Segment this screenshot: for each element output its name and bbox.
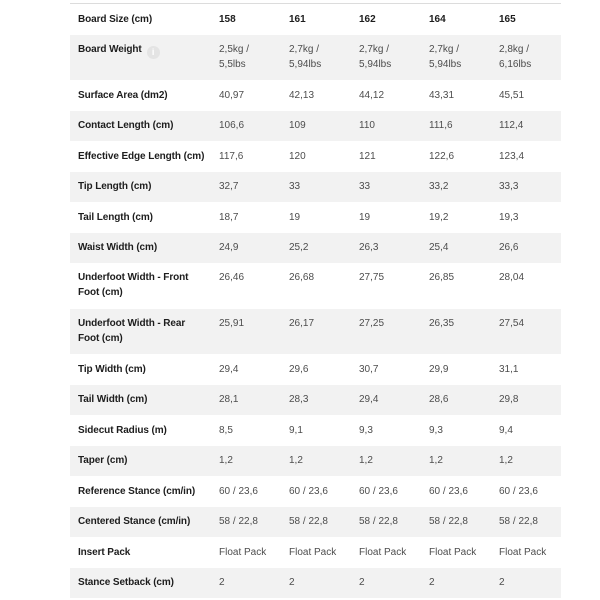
spec-value: 1,2 [499,455,513,467]
spec-row [70,415,561,446]
spec-value: 28,04 [499,272,525,283]
spec-value: 26,6 [499,242,519,254]
spec-value: 9,1 [289,424,303,436]
spec-row-label: Surface Area (dm2) [78,89,168,101]
spec-value: 8,5 [219,424,233,436]
spec-value: 27,54 [499,317,525,329]
spec-row [70,507,561,538]
spec-row [70,202,561,233]
spec-value: 19 [359,211,371,223]
spec-value: 58 / 22,8 [219,516,258,528]
spec-value: 2,8kg / 6,16lbs [499,43,532,70]
spec-row-label: Taper (cm) [78,455,128,467]
spec-value: 33,2 [429,181,449,193]
spec-value: 45,51 [499,89,525,101]
spec-value: 58 / 22,8 [289,516,328,528]
spec-row-label-cell [70,545,211,560]
spec-row [70,309,561,355]
info-icon[interactable]: i [147,46,160,59]
spec-value: 32,7 [219,181,239,193]
spec-row-label: Underfoot Width - Front Foot (cm) [78,272,189,298]
spec-value: 58 / 22,8 [429,516,468,528]
spec-row-label: Reference Stance (cm/in) [78,485,196,497]
spec-row-label-cell [70,309,211,346]
spec-row [70,446,561,477]
spec-value: 26,46 [219,272,245,283]
spec-row-label-cell [70,118,211,133]
spec-value: 110 [359,120,375,132]
spec-value: 40,97 [219,89,245,101]
spec-row-label-cell [70,423,211,438]
spec-header-row [70,4,561,35]
spec-row-label: Tail Width (cm) [78,394,148,406]
spec-row [70,263,561,309]
spec-row [70,537,561,568]
spec-row-label: Board Size (cm) [78,13,153,25]
spec-value: Float Pack [289,546,337,558]
spec-value: 27,25 [359,317,385,329]
spec-value: 158 [219,13,236,25]
spec-row [70,385,561,416]
spec-value: 2 [499,577,505,589]
spec-value: 121 [359,150,376,162]
spec-value: 2,5kg / 5,5lbs [219,43,250,70]
spec-row [70,111,561,142]
spec-value: 29,4 [219,363,239,375]
spec-value: 109 [289,120,306,132]
spec-value: Float Pack [219,546,267,558]
spec-row-label: Board Weight [78,43,142,55]
spec-value: 25,4 [429,242,449,254]
spec-value: 112,4 [499,120,524,132]
spec-value: 28,1 [219,394,239,406]
spec-value: 117,6 [219,150,244,162]
spec-value: 26,85 [429,272,455,283]
spec-value: 2,7kg / 5,94lbs [429,43,462,70]
spec-row-label: Underfoot Width - Rear Foot (cm) [78,317,186,344]
spec-row-label-cell [70,35,211,59]
spec-row-label-cell [70,514,211,529]
spec-row-label-cell [70,392,211,407]
spec-value: 60 / 23,6 [289,485,328,497]
spec-value: 19 [289,211,301,223]
spec-row-label-cell [70,149,211,164]
spec-value: 30,7 [359,363,379,375]
spec-value: 24,9 [219,242,239,254]
spec-row-label-cell [70,484,211,499]
spec-value: 60 / 23,6 [499,485,538,497]
spec-value: 120 [289,150,306,162]
spec-value: 42,13 [289,89,315,101]
spec-value: 33 [289,181,301,193]
spec-value: 2 [219,577,225,589]
spec-value: 33,3 [499,181,519,193]
spec-value: 60 / 23,6 [429,485,468,497]
spec-value: 9,4 [499,424,513,436]
spec-value: 9,3 [359,424,373,436]
spec-row-label-cell [70,362,211,377]
spec-row-label: Stance Setback (cm) [78,577,174,589]
spec-value: 44,12 [359,89,385,101]
spec-row-label-cell [70,240,211,255]
spec-value: 18,7 [219,211,239,223]
spec-value: 28,3 [289,394,309,406]
spec-value: 164 [429,13,446,25]
spec-value: 43,31 [429,89,455,101]
spec-row-label: Insert Pack [78,546,131,558]
spec-value: 29,9 [429,363,449,375]
spec-value: 162 [359,13,376,25]
spec-value: 60 / 23,6 [359,485,398,497]
spec-row-label: Tip Width (cm) [78,363,146,375]
spec-value: 2,7kg / 5,94lbs [289,43,322,70]
spec-value: 26,35 [429,317,455,329]
spec-value: 25,2 [289,242,309,254]
spec-value: 2,7kg / 5,94lbs [359,43,392,70]
spec-value: 19,3 [499,211,519,223]
spec-value: 9,3 [429,424,443,436]
spec-value: 26,68 [289,272,315,283]
spec-row-label-cell [70,263,211,300]
spec-value: 28,6 [429,394,449,406]
spec-value: 111,6 [429,120,453,132]
spec-value: 29,4 [359,394,379,406]
spec-value: 60 / 23,6 [219,485,258,497]
spec-value: 2 [289,577,295,589]
spec-value: 1,2 [359,455,373,467]
spec-row-label-cell [70,88,211,103]
spec-value: 2 [359,577,365,589]
spec-value: 25,91 [219,317,245,329]
spec-value: 58 / 22,8 [359,516,398,528]
spec-value: 1,2 [219,455,233,467]
spec-value: 106,6 [219,120,245,132]
spec-value: 122,6 [429,150,455,162]
spec-value: Float Pack [429,546,477,558]
spec-row [70,172,561,203]
spec-row [70,354,561,385]
spec-row-label: Sidecut Radius (m) [78,424,167,436]
spec-row [70,35,561,81]
spec-row-label: Contact Length (cm) [78,120,174,132]
spec-row-label: Tail Length (cm) [78,211,153,223]
spec-value: Float Pack [499,546,547,558]
spec-value: 19,2 [429,211,449,223]
spec-value: 2 [429,577,435,589]
board-spec-table [70,3,561,598]
spec-value: 31,1 [499,363,519,375]
spec-value: 29,6 [289,363,309,375]
spec-row-label-cell [70,12,211,27]
spec-row-label: Centered Stance (cm/in) [78,516,191,528]
spec-row-label-cell [70,575,211,590]
spec-row [70,568,561,599]
spec-value: 165 [499,13,516,25]
spec-row-label: Tip Length (cm) [78,181,152,193]
spec-row [70,141,561,172]
spec-row-label: Effective Edge Length (cm) [78,150,205,162]
spec-value: 27,75 [359,272,385,283]
spec-row-label-cell [70,453,211,468]
spec-row-label: Waist Width (cm) [78,242,158,254]
spec-row [70,476,561,507]
spec-value: 29,8 [499,394,519,406]
spec-value: 1,2 [289,455,303,467]
spec-value: Float Pack [359,546,407,558]
spec-value: 161 [289,13,306,25]
spec-value: 26,17 [289,317,315,329]
spec-row-label-cell [70,179,211,194]
spec-row-label-cell [70,210,211,225]
spec-value: 123,4 [499,150,525,162]
spec-value: 33 [359,181,371,193]
spec-value: 1,2 [429,455,443,467]
spec-value: 26,3 [359,242,379,254]
spec-row [70,80,561,111]
spec-row [70,233,561,264]
spec-value: 58 / 22,8 [499,516,538,528]
